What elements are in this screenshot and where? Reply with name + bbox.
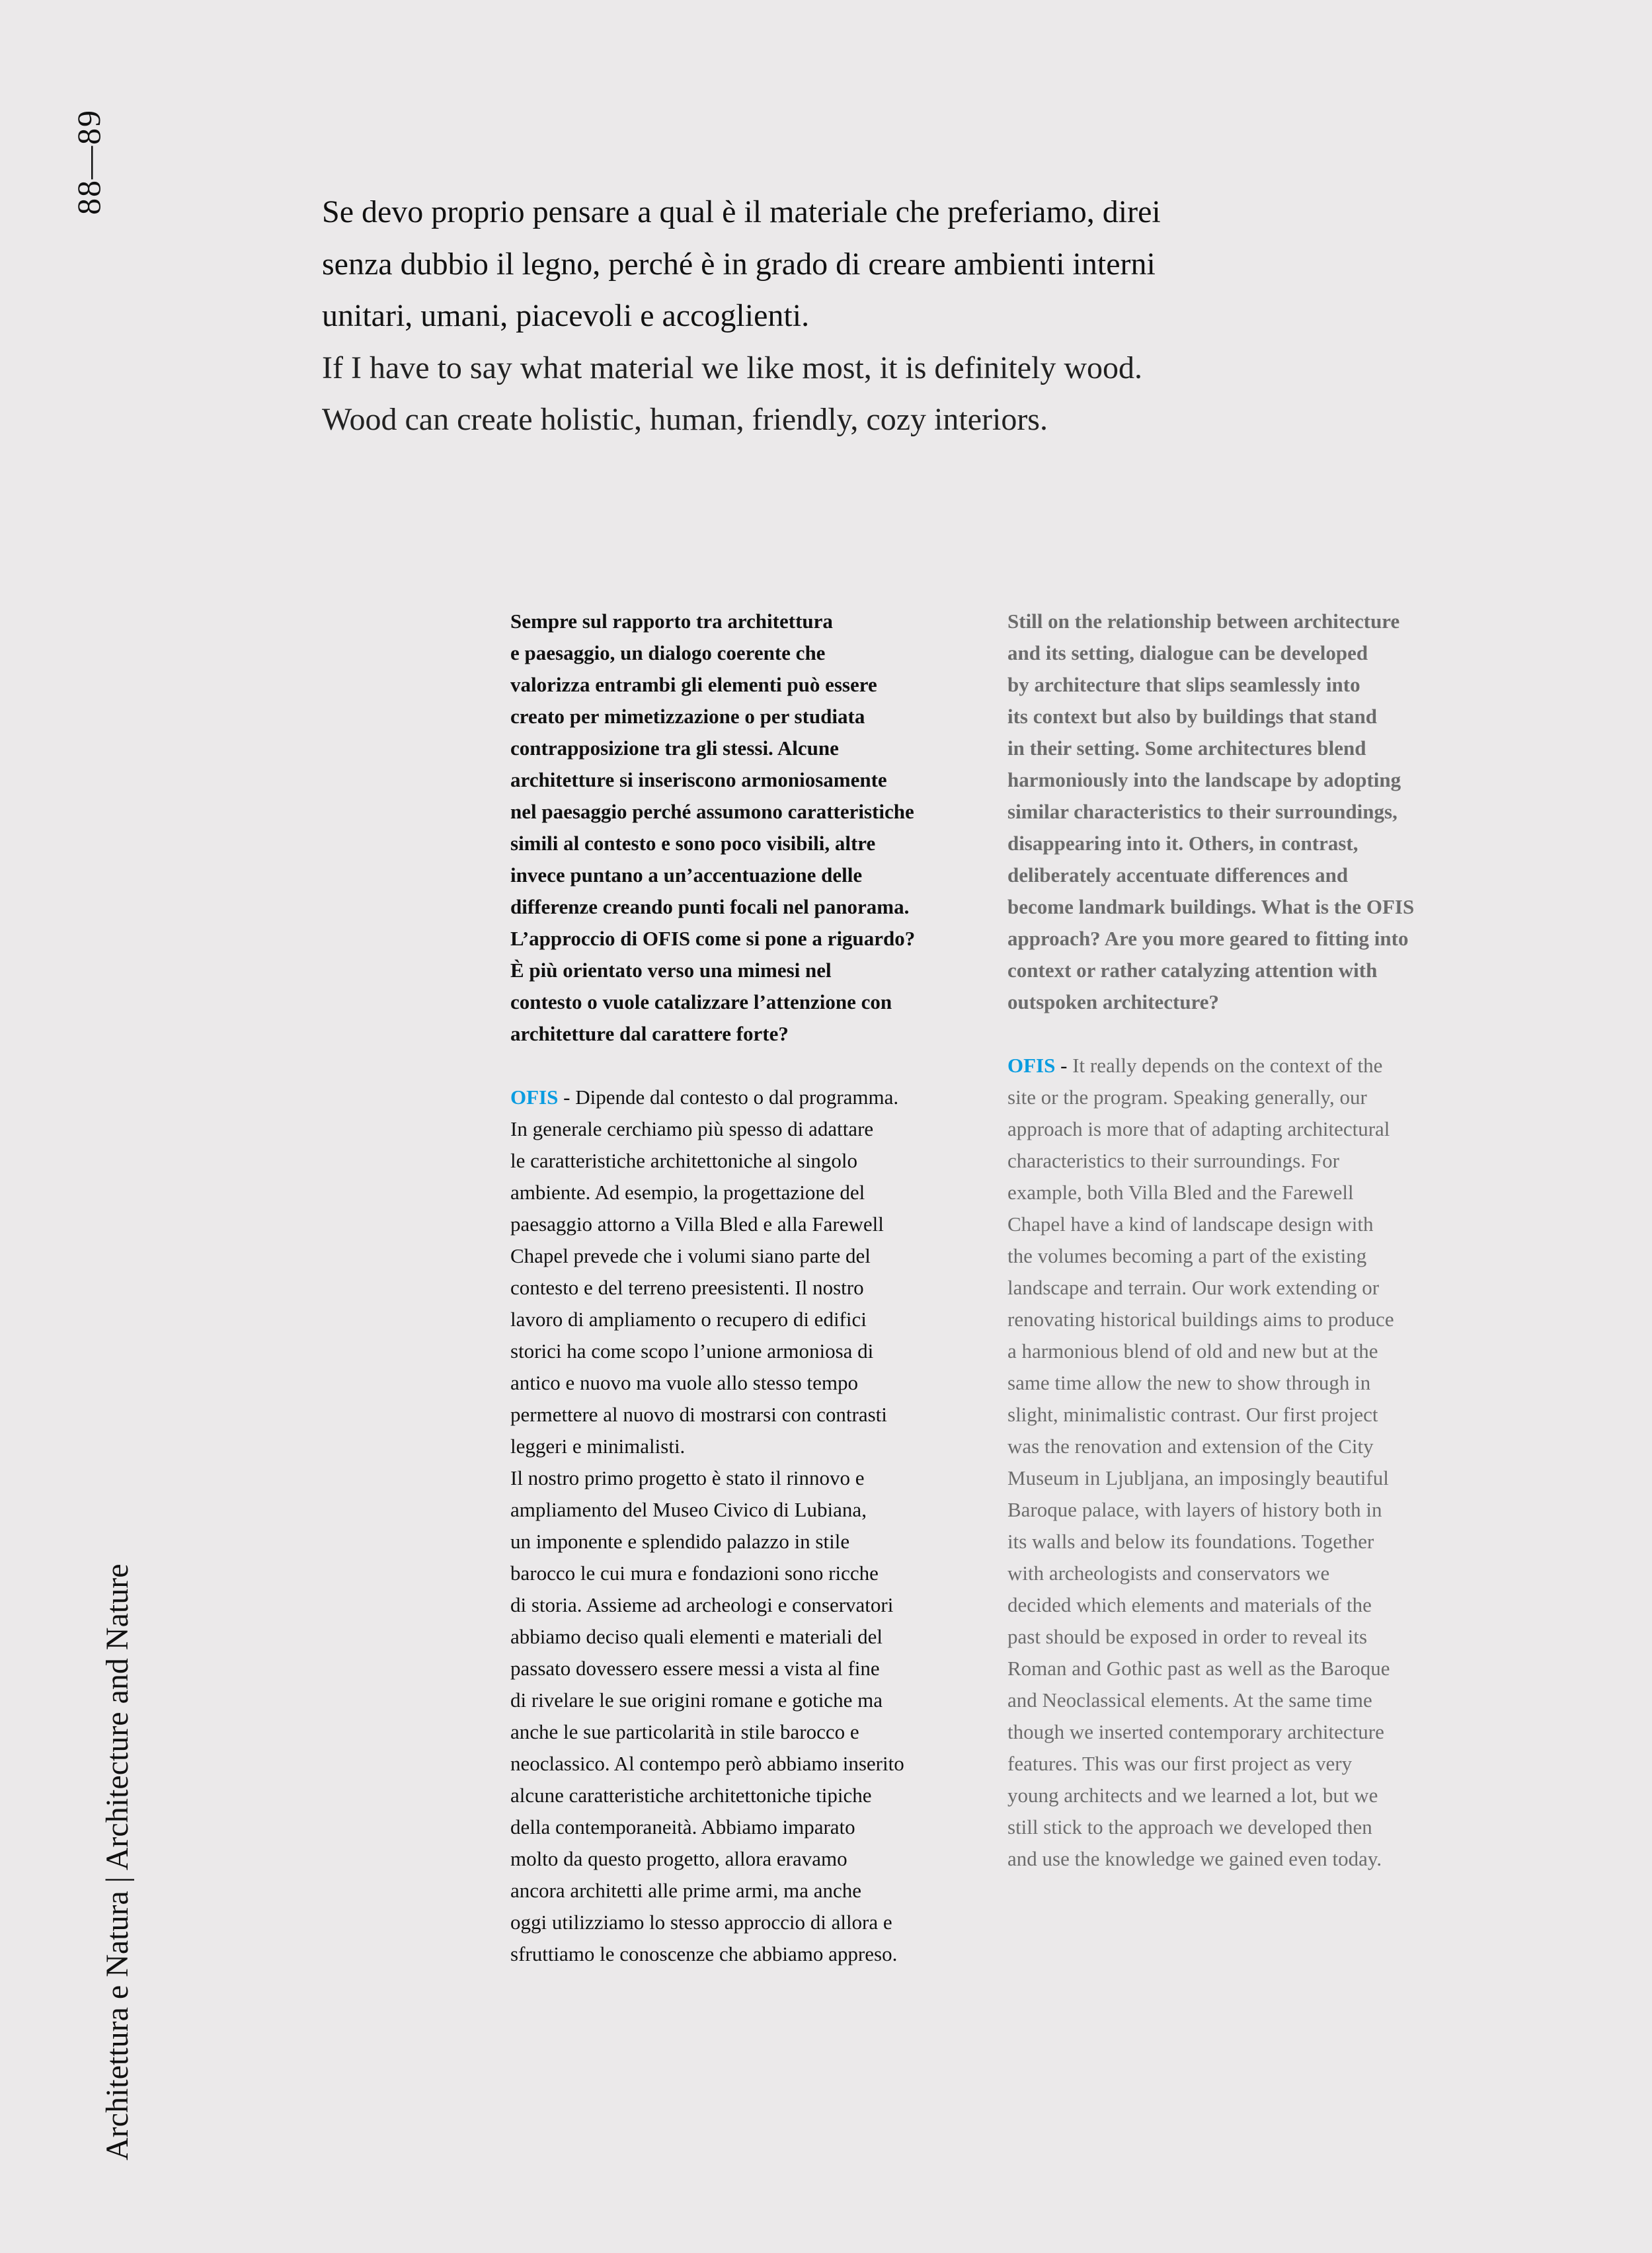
- text-line: creato per mimetizzazione o per studiata: [510, 705, 865, 728]
- text-line: features. This was our first project as very: [1007, 1752, 1353, 1775]
- pull-quote-english: [322, 342, 1314, 446]
- text-line: and use the knowledge we gained even today.: [1007, 1847, 1382, 1870]
- section-title: Architettura e Natura | Architecture and Nature: [100, 1563, 135, 2160]
- speaker-separator: -: [1055, 1054, 1073, 1077]
- text-line: with archeologists and conservators we: [1007, 1561, 1330, 1585]
- text-line: alcune caratteristiche architettoniche tipiche: [510, 1784, 872, 1807]
- answer-body: [510, 1113, 986, 1970]
- interview-question-italian: [510, 606, 986, 1050]
- text-line: le caratteristiche architettoniche al singolo: [510, 1149, 858, 1172]
- text-line: approach? Are you more geared to fitting into: [1007, 927, 1409, 950]
- text-line: permettere al nuovo di mostrarsi con contrasti: [510, 1403, 887, 1426]
- text-line: molto da questo progetto, allora eravamo: [510, 1847, 847, 1870]
- text-line: slight, minimalistic contrast. Our first project: [1007, 1403, 1378, 1426]
- text-line: ancora architetti alle prime armi, ma anche: [510, 1879, 862, 1902]
- text-line: contesto o vuole catalizzare l’attenzione con: [510, 990, 892, 1013]
- text-line: leggeri e minimalisti.: [510, 1435, 686, 1458]
- text-line: passato dovessero essere messi a vista al fine: [510, 1657, 880, 1680]
- text-line: contesto e del terreno preesistenti. Il nostro: [510, 1276, 864, 1299]
- text-line: its walls and below its foundations. Together: [1007, 1530, 1374, 1553]
- text-line: un imponente e splendido palazzo in stile: [510, 1530, 850, 1553]
- text-line: neoclassico. Al contempo però abbiamo inserito: [510, 1752, 904, 1775]
- text-line: Chapel prevede che i volumi siano parte del: [510, 1244, 871, 1267]
- text-line: Museum in Ljubljana, an imposingly beautiful: [1007, 1466, 1389, 1489]
- text-line: antico e nuovo ma vuole allo stesso tempo: [510, 1371, 859, 1394]
- text-line: abbiamo deciso quali elementi e materiali del: [510, 1625, 883, 1648]
- quote-line: Wood can create holistic, human, friendly, cozy interiors.: [322, 402, 1048, 437]
- text-line: context or rather catalyzing attention with: [1007, 959, 1378, 982]
- page-number: 88—89: [70, 109, 107, 215]
- text-line: decided which elements and materials of the: [1007, 1593, 1372, 1616]
- text-line: approach is more that of adapting architectural: [1007, 1117, 1390, 1140]
- text-line: differenze creando punti focali nel panorama.: [510, 895, 910, 918]
- text-line: young architects and we learned a lot, but we: [1007, 1784, 1378, 1807]
- text-line: by architecture that slips seamlessly into: [1007, 673, 1360, 696]
- text-line: still stick to the approach we developed then: [1007, 1815, 1372, 1838]
- text-line: though we inserted contemporary architecture: [1007, 1720, 1384, 1743]
- text-line: past should be exposed in order to reveal its: [1007, 1625, 1368, 1648]
- interview-answer-italian: [510, 1082, 986, 1970]
- text-line: valorizza entrambi gli elementi può essere: [510, 673, 877, 696]
- interview-answer-english: [1007, 1050, 1483, 1875]
- pull-quote: [322, 186, 1314, 446]
- text-line: renovating historical buildings aims to produce: [1007, 1308, 1394, 1331]
- text-line: disappearing into it. Others, in contrast,: [1007, 832, 1358, 855]
- text-line: di rivelare le sue origini romane e gotiche ma: [510, 1688, 883, 1712]
- interview-question-english: [1007, 606, 1483, 1018]
- italian-column: [510, 606, 986, 1970]
- speaker-tag: OFIS: [510, 1086, 559, 1109]
- text-line: ampliamento del Museo Civico di Lubiana,: [510, 1498, 867, 1521]
- text-line: sfruttiamo le conoscenze che abbiamo appreso.: [510, 1942, 898, 1965]
- quote-line: If I have to say what material we like most, it is definitely wood.: [322, 350, 1143, 385]
- text-line: same time allow the new to show through in: [1007, 1371, 1371, 1394]
- text-line: the volumes becoming a part of the existing: [1007, 1244, 1367, 1267]
- speaker-separator: -: [558, 1086, 576, 1109]
- pull-quote-italian: [322, 186, 1314, 342]
- text-line: characteristics to their surroundings. For: [1007, 1149, 1339, 1172]
- speaker-tag: OFIS: [1007, 1054, 1056, 1077]
- text-line: harmoniously into the landscape by adopting: [1007, 768, 1401, 791]
- answer-text: Dipende dal contesto o dal programma.: [575, 1086, 899, 1109]
- text-line: È più orientato verso una mimesi nel: [510, 959, 832, 982]
- text-line: In generale cerchiamo più spesso di adattare: [510, 1117, 874, 1140]
- text-line: architetture dal carattere forte?: [510, 1022, 789, 1045]
- text-line: simili al contesto e sono poco visibili, altre: [510, 832, 876, 855]
- text-line: and its setting, dialogue can be developed: [1007, 641, 1368, 664]
- text-line: e paesaggio, un dialogo coerente che: [510, 641, 826, 664]
- text-line: oggi utilizziamo lo stesso approccio di allora e: [510, 1911, 892, 1934]
- text-line: example, both Villa Bled and the Farewell: [1007, 1181, 1354, 1204]
- text-line: site or the program. Speaking generally, our: [1007, 1086, 1367, 1109]
- text-line: della contemporaneità. Abbiamo imparato: [510, 1815, 855, 1838]
- text-line: L’approccio di OFIS come si pone a riguardo?: [510, 927, 916, 950]
- text-line: contrapposizione tra gli stessi. Alcune: [510, 736, 839, 760]
- text-line: architetture si inseriscono armoniosamente: [510, 768, 887, 791]
- answer-body: [1007, 1082, 1483, 1875]
- english-column: [1007, 606, 1483, 1875]
- text-line: a harmonious blend of old and new but at the: [1007, 1339, 1378, 1363]
- text-line: di storia. Assieme ad archeologi e conservatori: [510, 1593, 894, 1616]
- text-line: nel paesaggio perché assumono caratteristiche: [510, 800, 914, 823]
- text-line: Still on the relationship between architecture: [1007, 610, 1400, 633]
- text-line: Chapel have a kind of landscape design with: [1007, 1212, 1374, 1236]
- text-line: barocco le cui mura e fondazioni sono ricche: [510, 1561, 879, 1585]
- text-line: deliberately accentuate differences and: [1007, 863, 1349, 887]
- text-line: ambiente. Ad esempio, la progettazione del: [510, 1181, 865, 1204]
- text-line: outspoken architecture?: [1007, 990, 1220, 1013]
- text-line: and Neoclassical elements. At the same time: [1007, 1688, 1372, 1712]
- text-line: anche le sue particolarità in stile barocco e: [510, 1720, 859, 1743]
- text-line: storici ha come scopo l’unione armoniosa di: [510, 1339, 874, 1363]
- quote-line: senza dubbio il legno, perché è in grado di creare ambienti interni: [322, 246, 1156, 282]
- text-line: become landmark buildings. What is the OFIS: [1007, 895, 1415, 918]
- text-line: invece puntano a un’accentuazione delle: [510, 863, 863, 887]
- text-line: paesaggio attorno a Villa Bled e alla Farewell: [510, 1212, 884, 1236]
- text-line: Sempre sul rapporto tra architettura: [510, 610, 833, 633]
- answer-first-line: [510, 1082, 986, 1113]
- text-line: Baroque palace, with layers of history both in: [1007, 1498, 1382, 1521]
- text-line: Roman and Gothic past as well as the Baroque: [1007, 1657, 1390, 1680]
- answer-text: It really depends on the context of the: [1072, 1054, 1383, 1077]
- text-line: its context but also by buildings that stand: [1007, 705, 1377, 728]
- text-line: lavoro di ampliamento o recupero di edifici: [510, 1308, 867, 1331]
- quote-line: Se devo proprio pensare a qual è il materiale che preferiamo, direi: [322, 194, 1161, 229]
- text-line: similar characteristics to their surroundings,: [1007, 800, 1397, 823]
- text-line: landscape and terrain. Our work extending or: [1007, 1276, 1380, 1299]
- quote-line: unitari, umani, piacevoli e accoglienti.: [322, 298, 810, 333]
- text-line: in their setting. Some architectures blend: [1007, 736, 1366, 760]
- text-line: was the renovation and extension of the City: [1007, 1435, 1374, 1458]
- text-line: Il nostro primo progetto è stato il rinnovo e: [510, 1466, 865, 1489]
- answer-first-line: [1007, 1050, 1483, 1082]
